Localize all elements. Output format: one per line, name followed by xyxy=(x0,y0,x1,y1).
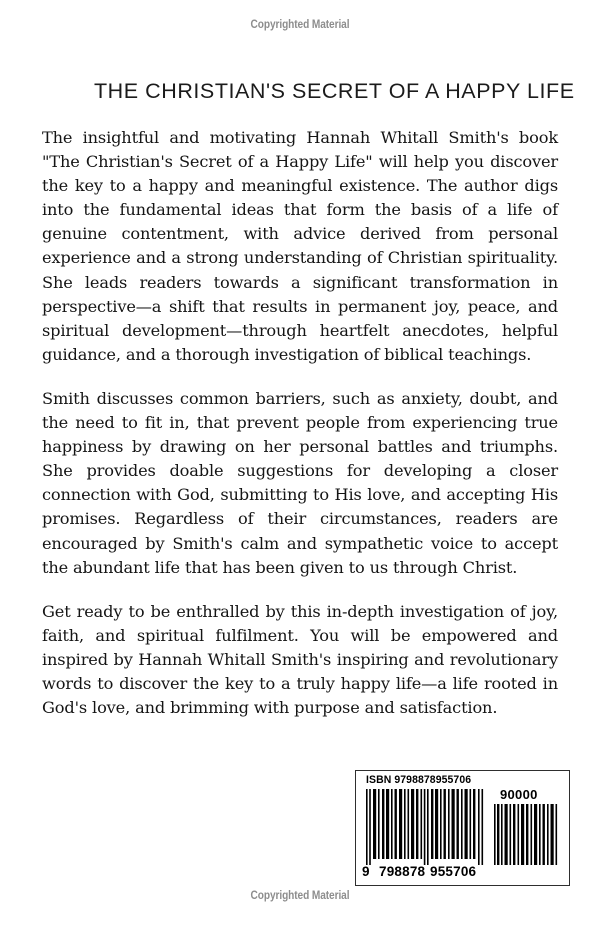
price-addon-barcode-icon xyxy=(494,804,558,865)
blurb-paragraph-3: Get ready to be enthralled by this in-depth investigation of joy, faith, and spiritual fulfilment. You will be empowered and inspired by Hannah Whitall Smith's inspiring and revolutionary words to discover the key to a truly happy life—a life rooted in God's love, and brimming with purpose and satisfaction. xyxy=(42,601,558,718)
copyrighted-material-watermark-top: Copyrighted Material xyxy=(250,19,350,31)
ean-digit-row xyxy=(362,864,492,880)
isbn-barcode-block xyxy=(355,770,570,886)
copyrighted-material-watermark-bottom: Copyrighted Material xyxy=(250,890,350,902)
book-description xyxy=(42,126,558,720)
ean-lead-digit: 9 xyxy=(362,864,370,879)
ean-group-2: 955706 xyxy=(430,864,477,879)
barcode-icon xyxy=(366,789,486,865)
blurb-paragraph-1: The insightful and motivating Hannah Whitall Smith's book "The Christian's Secret of a Happy Life" will help you discover the key to a happy and meaningful existence. The author digs into the fundamental ideas that form the basis of a life of genuine contentment, with advice derived from personal experience and a strong understanding of Christian spirituality. She leads readers towards a significant transformation in perspective—a shift that results in permanent joy, peace, and spiritual development—through heartfelt anecdotes, helpful guidance, and a thorough investigation of biblical teachings. xyxy=(42,128,558,364)
page-title: THE CHRISTIAN'S SECRET OF A HAPPY LIFE xyxy=(94,79,575,103)
isbn-label: ISBN 9798878955706 xyxy=(366,774,472,786)
blurb-paragraph-2: Smith discusses common barriers, such as anxiety, doubt, and the need to fit in, that prevent people from experiencing true happiness by drawing on her personal battles and triumphs. She provides doable suggestions for developing a closer connection with God, submitting to His love, and accepting His promises. Regardless of their circumstances, readers are encouraged by Smith's calm and sympathetic voice to accept the abundant life that has been given to us through Christ. xyxy=(42,388,558,577)
price-addon-label: 90000 xyxy=(500,787,538,802)
ean-group-1: 798878 xyxy=(379,864,426,879)
